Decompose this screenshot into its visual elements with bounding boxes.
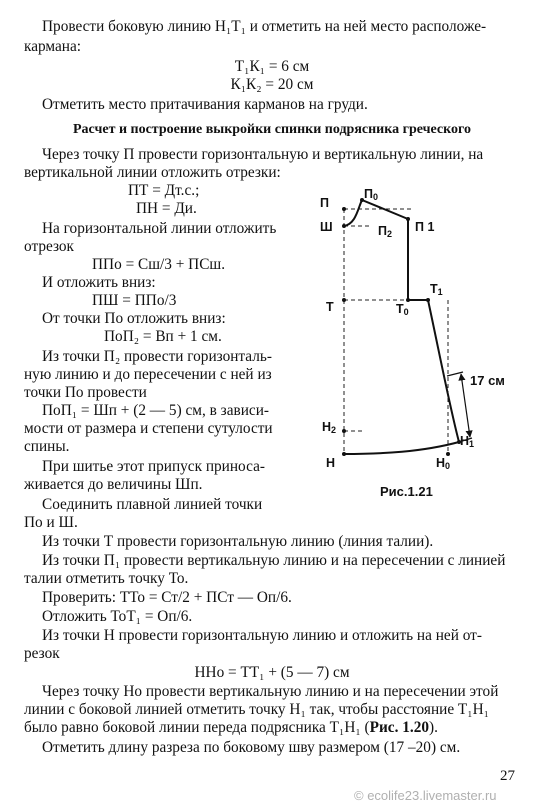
text-line: мости от размера и степени сутулости (24, 420, 273, 437)
text-line: Соединить плавной линией точки (42, 496, 263, 513)
pattern-points (342, 198, 461, 456)
label-index: 0 (403, 307, 409, 317)
label-index: 2 (331, 425, 337, 435)
figure-caption: Рис.1.21 (380, 484, 433, 499)
label-letter: П (364, 187, 373, 201)
label-P2 (378, 224, 392, 238)
label-T1 (430, 282, 443, 296)
formula: К₁К₂ = 20 см (230, 76, 314, 93)
formula: Т₁К₁ = 6 см (234, 58, 310, 75)
label-index: 1 (437, 287, 443, 297)
label-H0 (436, 456, 450, 470)
text-line: отрезок (24, 238, 74, 255)
label-letter: П (415, 220, 424, 234)
label-letter: Н (322, 420, 332, 434)
text-line: Через точку Но провести вертикальную линию и на пересечении этой (42, 683, 499, 700)
text-fragment: ). (429, 719, 438, 736)
text-line: Из точки Т провести горизонтальную линию (линия талии). (42, 533, 434, 550)
text-line: От точки По отложить вниз: (42, 310, 226, 327)
formula: ПН = Ди. (136, 200, 197, 217)
text-line: линии с боковой линией отметить точку Н₁ так, чтобы расстояние Т₁Н₁ (24, 701, 489, 718)
text-line: Отметить длину разреза по боковому шву размером (17 –20) см. (42, 739, 461, 756)
label-letter: Н (436, 456, 446, 470)
text-line: вертикальной линии отложить отрезки: (24, 164, 281, 181)
formula: ПШ = ППо/3 (92, 292, 177, 309)
label-T: Т (326, 300, 334, 314)
formula: ПТ = Дт.с.; (128, 182, 200, 199)
label-index: 0 (372, 192, 378, 202)
label-Sh: Ш (320, 220, 333, 234)
label-letter: Т (396, 302, 404, 316)
label-letter: Н (460, 434, 470, 448)
label-letter: Т (430, 282, 438, 296)
section-heading: Расчет и построение выкройки спинки подрясника греческого (72, 122, 471, 137)
text-line: И отложить вниз: (42, 274, 156, 291)
label-P0 (364, 187, 378, 201)
label-index: 0 (445, 461, 451, 471)
label-H2 (322, 420, 336, 434)
text-line: талии отметить точку То. (24, 570, 189, 587)
dimension-label: 17 см (470, 373, 505, 388)
text-line: Из точки П₁ провести вертикальную линию и на пересечении с линией (42, 552, 506, 569)
text-line: При шитье этот припуск приноса- (42, 458, 265, 475)
text-line: На горизонтальной линии отложить (42, 220, 277, 237)
formula: ПоП₂ = Вп + 1 см. (104, 328, 222, 345)
text-line: Из точки П₂ провести горизонталь- (42, 348, 272, 365)
pattern-outline (344, 200, 459, 454)
label-H1 (460, 434, 474, 448)
formula: Проверить: ТТо = Ст/2 + ПСт — Оп/6. (42, 589, 292, 606)
text-line: ную линию и до пересечении с ней из (24, 366, 272, 383)
text-line (24, 719, 438, 737)
formula: ППо = Сш/3 + ПСш. (92, 256, 226, 273)
label-index: 1 (427, 220, 435, 234)
text-line: ПоП₁ = Шп + (2 — 5) см, в зависи- (42, 402, 269, 419)
text-line: резок (24, 645, 60, 662)
text-line: кармана: (24, 38, 81, 55)
pattern-figure (312, 186, 528, 504)
text-line: Из точки Н провести горизонтальную линию и отложить на ней от- (42, 627, 482, 644)
construction-lines (344, 209, 448, 454)
label-index: 2 (386, 229, 392, 239)
label-index: 1 (469, 439, 475, 449)
watermark: © ecolife23.livemaster.ru (354, 788, 497, 803)
label-H: Н (326, 456, 336, 470)
formula: ННо = ТТ₁ + (5 — 7) см (194, 664, 350, 681)
label-T0 (396, 302, 409, 316)
label-letter: П (378, 224, 387, 238)
formula: Отложить ТоТ₁ = Оп/6. (42, 608, 193, 625)
text-line: точки По провести (24, 384, 147, 401)
label-P: П (320, 196, 329, 210)
text-line: Через точку П провести горизонтальную и вертикальную линии, на (42, 146, 484, 163)
page-number: 27 (500, 768, 515, 784)
text-line: Отметить место притачивания карманов на груди. (42, 96, 368, 113)
text-line: Провести боковую линию Н₁Т₁ и отметить на ней место расположе- (42, 18, 487, 35)
figure-reference: Рис. 1.20 (369, 719, 429, 736)
text-line: живается до величины Шп. (24, 476, 203, 493)
text-fragment: было равно боковой линии переда подрясника Т₁Н₁ ( (24, 719, 370, 736)
text-line: По и Ш. (24, 514, 78, 531)
label-P1 (415, 220, 434, 234)
text-line: спины. (24, 438, 70, 455)
